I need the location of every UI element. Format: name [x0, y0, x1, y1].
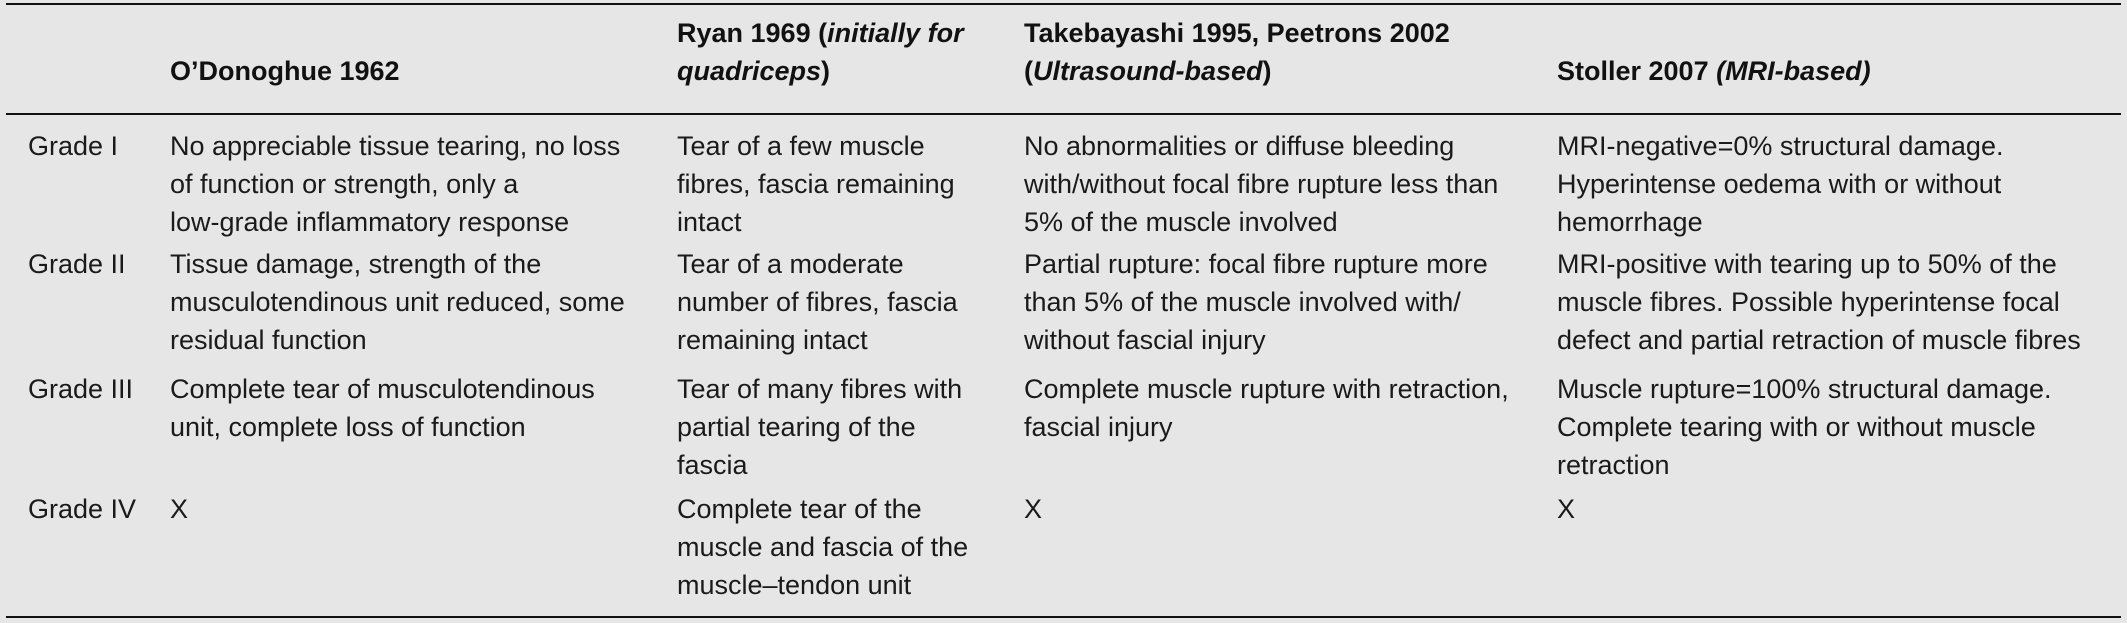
grade-label: Grade III — [28, 374, 134, 404]
cell-line: than 5% of the muscle involved with/ — [1024, 287, 1461, 317]
cell-line: unit, complete loss of function — [170, 412, 526, 442]
cell-odonoghue — [170, 490, 188, 528]
cell-line: 5% of the muscle involved — [1024, 207, 1338, 237]
cell-line: No abnormalities or diffuse bleeding — [1024, 131, 1455, 161]
cell-line: MRI-positive with tearing up to 50% of the — [1557, 249, 2057, 279]
grade-label: Grade IV — [28, 494, 137, 524]
cell-line: residual function — [170, 325, 367, 355]
header-stoller — [1557, 52, 1871, 90]
cell-line: with/without focal fibre rupture less than — [1024, 169, 1499, 199]
cell-line: Partial rupture: focal fibre rupture more — [1024, 249, 1488, 279]
header-takebayashi-line1: Takebayashi 1995, Peetrons 2002 — [1024, 18, 1450, 48]
grade-label: Grade I — [28, 131, 119, 161]
cell-line: musculotendinous unit reduced, some — [170, 287, 625, 317]
cell-ryan — [677, 245, 958, 359]
cell-line: without fascial injury — [1024, 325, 1266, 355]
header-ryan-italic-1: initially for — [827, 18, 964, 48]
cell-stoller — [1557, 370, 2052, 484]
cell-stoller — [1557, 127, 2003, 241]
cell-ryan — [677, 370, 962, 484]
header-ryan-italic-2: quadriceps — [677, 56, 822, 86]
cell-line: remaining intact — [677, 325, 868, 355]
cell-ryan — [677, 490, 968, 604]
cell-odonoghue — [170, 245, 625, 359]
cell-line: defect and partial retraction of muscle fibres — [1557, 325, 2081, 355]
header-takebayashi — [1024, 14, 1450, 90]
cell-line: muscle–tendon unit — [677, 570, 912, 600]
cell-line: No appreciable tissue tearing, no loss — [170, 131, 621, 161]
cell-line: X — [170, 494, 189, 524]
cell-line: muscle fibres. Possible hyperintense focal — [1557, 287, 2060, 317]
cell-line: Muscle rupture=100% structural damage. — [1557, 374, 2052, 404]
header-ryan — [677, 14, 964, 90]
cell-stoller — [1557, 245, 2081, 359]
cell-line: hemorrhage — [1557, 207, 1703, 237]
cell-line: Tear of a moderate — [677, 249, 904, 279]
cell-line: Complete tear of the — [677, 494, 922, 524]
header-ryan-text-2: ) — [821, 56, 831, 86]
top-rule — [6, 3, 2121, 5]
cell-line: Tear of many fibres with — [677, 374, 963, 404]
header-odonoghue — [170, 52, 400, 90]
cell-line: retraction — [1557, 450, 1670, 480]
cell-line: Complete tear of musculotendinous — [170, 374, 595, 404]
header-takebayashi-close: ) — [1262, 56, 1272, 86]
cell-takebayashi — [1024, 490, 1042, 528]
cell-line: MRI-negative=0% structural damage. — [1557, 131, 2004, 161]
cell-line: Hyperintense oedema with or without — [1557, 169, 2002, 199]
cell-line: fascial injury — [1024, 412, 1173, 442]
cell-line: Complete tearing with or without muscle — [1557, 412, 2036, 442]
header-takebayashi-open: ( — [1024, 56, 1033, 86]
cell-line: Tissue damage, strength of the — [170, 249, 542, 279]
header-stoller-text: Stoller 2007 — [1557, 56, 1717, 86]
cell-line: partial tearing of the — [677, 412, 916, 442]
cell-stoller — [1557, 490, 1575, 528]
cell-takebayashi — [1024, 370, 1509, 446]
header-odonoghue-text: O’Donoghue 1962 — [170, 56, 400, 86]
cell-line: X — [1557, 494, 1576, 524]
cell-line: number of fibres, fascia — [677, 287, 958, 317]
cell-line: intact — [677, 207, 742, 237]
cell-line: low-grade inflammatory response — [170, 207, 570, 237]
cell-line: fascia — [677, 450, 748, 480]
bottom-rule — [6, 616, 2121, 618]
cell-ryan — [677, 127, 955, 241]
header-takebayashi-italic: Ultrasound-based — [1033, 56, 1263, 86]
cell-line: Complete muscle rupture with retraction, — [1024, 374, 1509, 404]
cell-line: X — [1024, 494, 1043, 524]
header-ryan-text-1: Ryan 1969 ( — [677, 18, 828, 48]
cell-line: muscle and fascia of the — [677, 532, 969, 562]
header-stoller-italic: (MRI-based) — [1716, 56, 1871, 86]
header-rule — [6, 113, 2121, 115]
grading-table — [6, 0, 2121, 623]
cell-line: of function or strength, only a — [170, 169, 519, 199]
cell-odonoghue — [170, 127, 620, 241]
grade-label: Grade II — [28, 249, 126, 279]
cell-line: Tear of a few muscle — [677, 131, 925, 161]
cell-odonoghue — [170, 370, 595, 446]
cell-takebayashi — [1024, 127, 1498, 241]
cell-line: fibres, fascia remaining — [677, 169, 955, 199]
cell-takebayashi — [1024, 245, 1488, 359]
